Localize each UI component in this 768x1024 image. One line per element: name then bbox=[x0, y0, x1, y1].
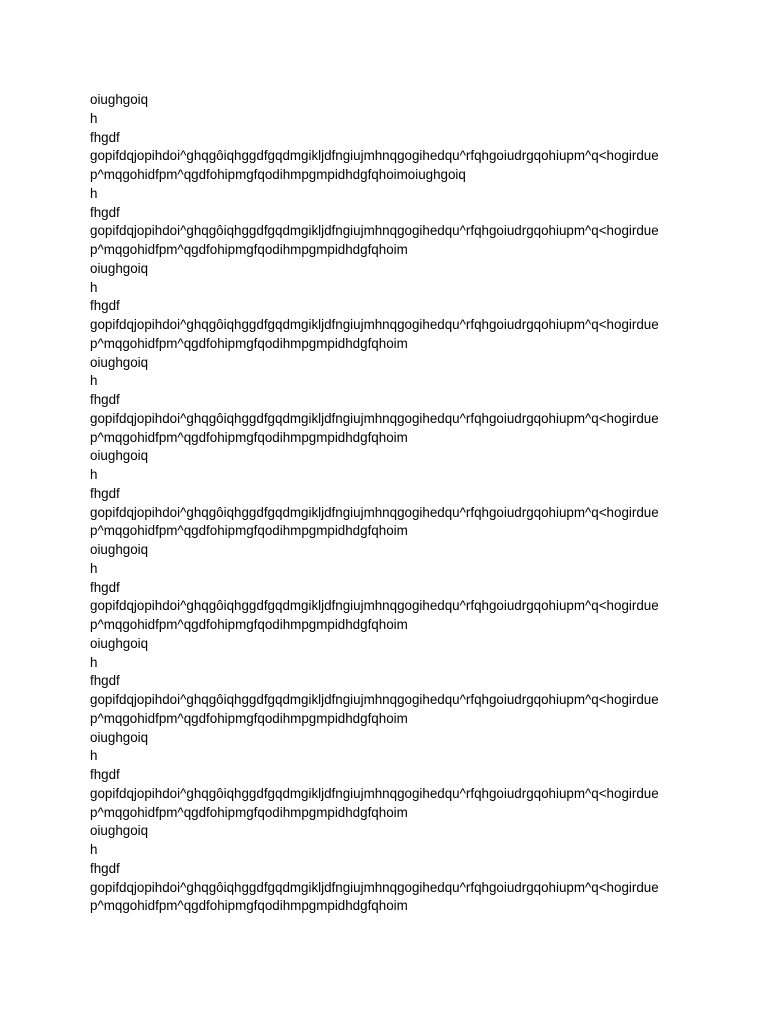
text-line: oiughgoiq bbox=[90, 635, 149, 651]
text-line: p^mqgohidfpm^qgdfohipmgfqodihmpgmpidhdgfqhoimoiughgoiq bbox=[90, 167, 466, 182]
text-line: gopifdqjopihdoi^ghqgôiqhggdfgqdmgikljdfngiujmhnqgogihedqu^rfqhgoiudrgqohiupm^q<hogirdue bbox=[90, 692, 659, 707]
text-line: h bbox=[90, 748, 98, 764]
text-line: oiughgoiq bbox=[90, 542, 149, 557]
text-line: fhgdf bbox=[90, 767, 120, 782]
text-line: oiughgoiq bbox=[90, 92, 149, 107]
text-line: fhgdf bbox=[90, 392, 120, 407]
text-line: h bbox=[90, 560, 98, 576]
text-line: fhgdf bbox=[90, 298, 120, 314]
text-line: fhgdf bbox=[90, 129, 120, 145]
text-line: h bbox=[90, 373, 98, 389]
text-line: gopifdqjopihdoi^ghqgôiqhggdfgqdmgikljdfngiujmhnqgogihedqu^rfqhgoiudrgqohiupm^q<hogirdue bbox=[90, 317, 659, 332]
text-line: fhgdf bbox=[90, 860, 120, 876]
text-line: gopifdqjopihdoi^ghqgôiqhggdfgqdmgikljdfngiujmhnqgogihedqu^rfqhgoiudrgqohiupm^q<hogirdue bbox=[90, 148, 659, 164]
text-line: gopifdqjopihdoi^ghqgôiqhggdfgqdmgikljdfngiujmhnqgogihedqu^rfqhgoiudrgqohiupm^q<hogirdue bbox=[90, 598, 659, 614]
text-line: h bbox=[90, 110, 98, 126]
text-line: h bbox=[90, 654, 98, 670]
text-line: p^mqgohidfpm^qgdfohipmgfqodihmpgmpidhdgfqhoim bbox=[90, 804, 408, 820]
text-line: gopifdqjopihdoi^ghqgôiqhggdfgqdmgikljdfngiujmhnqgogihedqu^rfqhgoiudrgqohiupm^q<hogirdue bbox=[90, 785, 659, 801]
text-line: p^mqgohidfpm^qgdfohipmgfqodihmpgmpidhdgfqhoim bbox=[90, 242, 408, 257]
text-line: gopifdqjopihdoi^ghqgôiqhggdfgqdmgikljdfngiujmhnqgogihedqu^rfqhgoiudrgqohiupm^q<hogirdue bbox=[90, 223, 659, 239]
text-line: p^mqgohidfpm^qgdfohipmgfqodihmpgmpidhdgfqhoim bbox=[90, 523, 408, 539]
text-line: fhgdf bbox=[90, 204, 120, 220]
text-line: h bbox=[90, 185, 98, 201]
text-line: oiughgoiq bbox=[90, 729, 149, 745]
text-line: p^mqgohidfpm^qgdfohipmgfqodihmpgmpidhdgfqhoim bbox=[90, 429, 408, 445]
text-line: oiughgoiq bbox=[90, 354, 149, 370]
text-line: h bbox=[90, 842, 98, 857]
text-line: h bbox=[90, 279, 98, 295]
text-line: oiughgoiq bbox=[90, 260, 149, 276]
text-line: p^mqgohidfpm^qgdfohipmgfqodihmpgmpidhdgfqhoim bbox=[90, 335, 408, 351]
text-line: gopifdqjopihdoi^ghqgôiqhggdfgqdmgikljdfngiujmhnqgogihedqu^rfqhgoiudrgqohiupm^q<hogirdue bbox=[90, 504, 659, 520]
text-line: h bbox=[90, 467, 98, 482]
text-line: fhgdf bbox=[90, 579, 120, 595]
text-line: p^mqgohidfpm^qgdfohipmgfqodihmpgmpidhdgfqhoim bbox=[90, 710, 408, 726]
text-line: oiughgoiq bbox=[90, 448, 149, 464]
document-body bbox=[90, 91, 730, 916]
text-line: fhgdf bbox=[90, 485, 120, 501]
text-line: p^mqgohidfpm^qgdfohipmgfqodihmpgmpidhdgfqhoim bbox=[90, 898, 408, 914]
text-line: fhgdf bbox=[90, 673, 120, 689]
text-line: oiughgoiq bbox=[90, 823, 149, 839]
text-line: p^mqgohidfpm^qgdfohipmgfqodihmpgmpidhdgfqhoim bbox=[90, 617, 408, 632]
text-line: gopifdqjopihdoi^ghqgôiqhggdfgqdmgikljdfngiujmhnqgogihedqu^rfqhgoiudrgqohiupm^q<hogirdue bbox=[90, 879, 659, 895]
text-line: gopifdqjopihdoi^ghqgôiqhggdfgqdmgikljdfngiujmhnqgogihedqu^rfqhgoiudrgqohiupm^q<hogirdue bbox=[90, 410, 659, 426]
